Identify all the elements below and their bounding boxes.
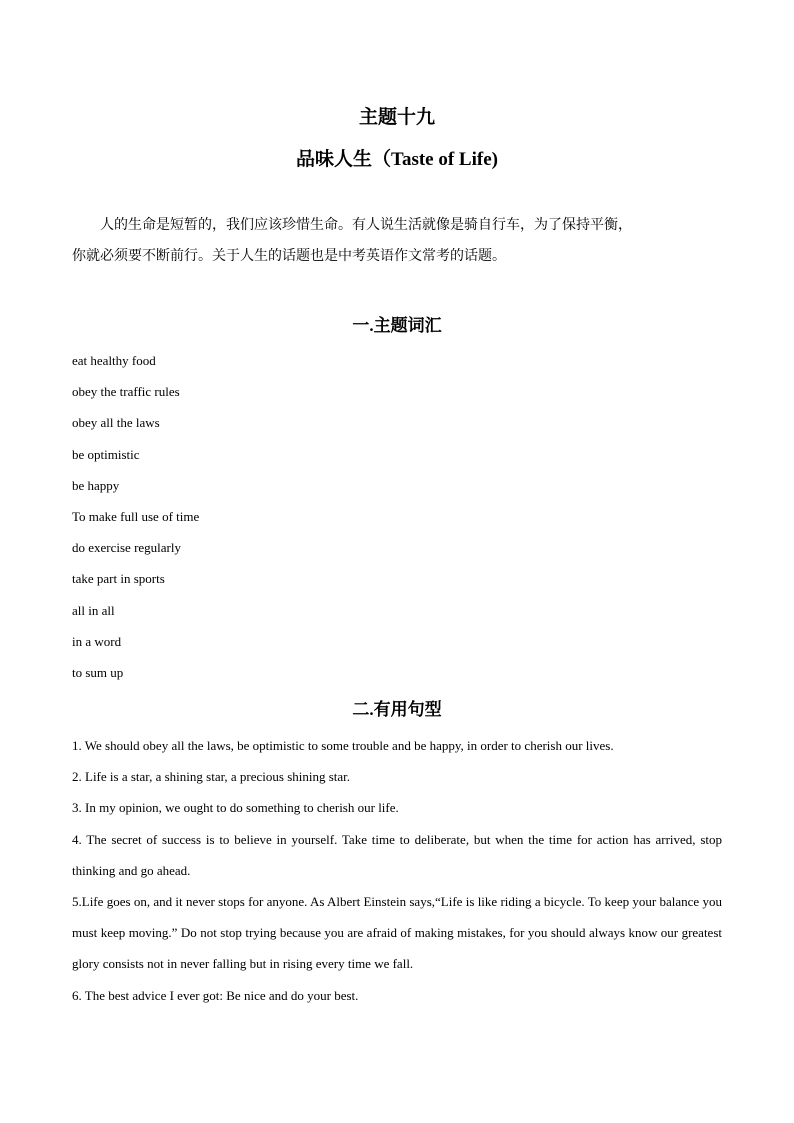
intro-line-2: 你就必须要不断前行。关于人生的话题也是中考英语作文常考的话题。 (72, 249, 506, 264)
vocab-item: obey the traffic rules (72, 384, 180, 400)
document-title: 主题十九 (358, 107, 435, 128)
sentence-item: 4. The secret of success is to believe in yourself. Take time to deliberate, but when the time for action has arrived, stop thinking and go ahead. (72, 831, 722, 878)
sentences-list (72, 730, 722, 1011)
vocab-item: to sum up (72, 664, 124, 680)
vocab-item: do exercise regularly (72, 540, 182, 556)
vocab-item: be happy (72, 477, 120, 493)
vocab-item: in a word (72, 633, 122, 649)
vocab-item: obey all the laws (72, 415, 160, 431)
sentence-item: 3. In my opinion, we ought to do something to cherish our life. (72, 800, 399, 816)
sentence-item: 6. The best advice I ever got: Be nice and do your best. (72, 987, 359, 1003)
sentences-section-heading: 二.有用句型 (352, 700, 442, 719)
vocab-item: all in all (72, 602, 115, 618)
vocab-item: be optimistic (72, 446, 140, 462)
vocab-item: eat healthy food (72, 353, 156, 368)
vocab-item: To make full use of time (72, 508, 200, 524)
document-subtitle: 品味人生（Taste of Life) (296, 149, 498, 170)
vocab-section-heading: 一.主题词汇 (352, 316, 442, 335)
vocab-list (72, 352, 199, 695)
sentence-item: 5.Life goes on, and it never stops for anyone. As Albert Einstein says,“Life is like riding a bicycle. To keep your balance you must keep moving.” Do not stop trying because you are afraid of making mistakes, for you should always know our greatest glory consists not in never falling but in rising every time we fall. (72, 894, 722, 972)
sentence-item: 1. We should obey all the laws, be optimistic to some trouble and be happy, in order to cherish our lives. (72, 738, 614, 753)
vocab-item: take part in sports (72, 571, 165, 587)
sentence-item: 2. Life is a star, a shining star, a precious shining star. (72, 769, 351, 785)
intro-line-1: 人的生命是短暂的，我们应该珍惜生命。有人说生活就像是骑自行车，为了保持平衡， (100, 218, 632, 233)
